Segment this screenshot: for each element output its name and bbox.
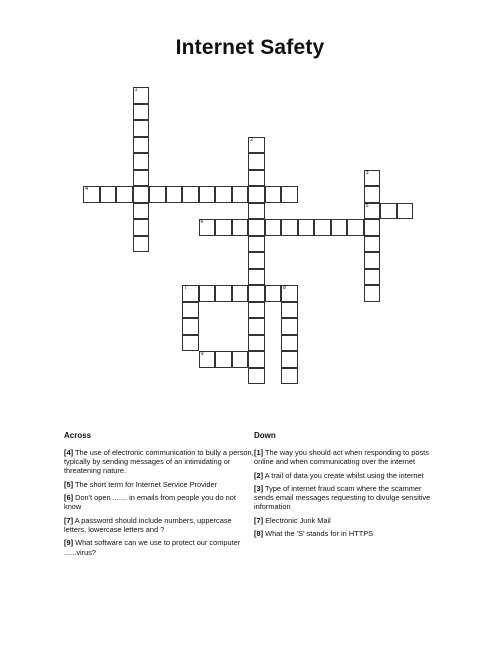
grid-cell[interactable] — [199, 351, 216, 368]
across-clue — [64, 493, 254, 511]
clue-label: [5] — [64, 479, 74, 489]
grid-cell[interactable] — [364, 252, 381, 269]
grid-cell[interactable] — [281, 368, 298, 385]
grid-cell[interactable] — [182, 302, 199, 319]
clue-text: A password should include numbers, uppercase letters, lowercase letters and ? — [64, 515, 232, 534]
grid-cell[interactable] — [265, 186, 282, 203]
grid-cell[interactable] — [149, 186, 166, 203]
grid-cell[interactable] — [248, 302, 265, 319]
grid-cell[interactable] — [199, 285, 216, 302]
grid-cell[interactable] — [248, 137, 265, 154]
down-clue — [254, 529, 436, 538]
grid-cell[interactable] — [364, 203, 381, 220]
across-clues — [64, 431, 254, 561]
grid-cell[interactable] — [248, 219, 265, 236]
grid-cell[interactable] — [215, 351, 232, 368]
grid-cell[interactable] — [281, 335, 298, 352]
grid-cell[interactable] — [116, 186, 133, 203]
grid-cell[interactable] — [281, 318, 298, 335]
grid-cell[interactable] — [133, 186, 150, 203]
grid-cell[interactable] — [133, 104, 150, 121]
grid-cell[interactable] — [331, 219, 348, 236]
across-heading: Across — [64, 431, 92, 440]
across-clue — [64, 480, 254, 489]
grid-cell[interactable] — [281, 285, 298, 302]
clue-text: Electronic Junk Mail — [263, 515, 331, 525]
clue-text: The way you should act when responding to posts online and when communicating over the internet — [254, 448, 429, 467]
grid-cell[interactable] — [364, 219, 381, 236]
grid-cell[interactable] — [248, 252, 265, 269]
grid-cell[interactable] — [265, 219, 282, 236]
grid-cell[interactable] — [199, 219, 216, 236]
clue-label: [7] — [64, 515, 74, 525]
clue-text: Type of internet fraud scam where the scammer sends email messages requesting to divulge sensitive information — [254, 483, 431, 512]
grid-cell[interactable] — [133, 153, 150, 170]
grid-cell[interactable] — [347, 219, 364, 236]
clue-label: [8] — [254, 529, 264, 539]
grid-cell[interactable] — [232, 351, 249, 368]
grid-cell[interactable] — [248, 203, 265, 220]
clue-text: The short term for Internet Service Provider — [73, 479, 218, 489]
grid-cell[interactable] — [182, 318, 199, 335]
clue-label: [6] — [64, 493, 74, 503]
grid-cell[interactable] — [133, 236, 150, 253]
grid-cell[interactable] — [248, 186, 265, 203]
clue-number: 4 — [85, 186, 89, 192]
across-clue-list — [64, 448, 254, 557]
clue-number: 7 — [184, 285, 188, 291]
grid-cell[interactable] — [281, 351, 298, 368]
clue-number: 1 — [134, 87, 138, 93]
down-heading: Down — [254, 431, 276, 440]
grid-cell[interactable] — [281, 219, 298, 236]
grid-cell[interactable] — [380, 203, 397, 220]
grid-cell[interactable] — [232, 219, 249, 236]
grid-cell[interactable] — [166, 186, 183, 203]
down-clues — [254, 431, 436, 543]
grid-cell[interactable] — [364, 285, 381, 302]
grid-cell[interactable] — [364, 236, 381, 253]
down-clue — [254, 471, 436, 480]
grid-cell[interactable] — [248, 351, 265, 368]
grid-cell[interactable] — [364, 186, 381, 203]
across-clue — [64, 448, 254, 476]
puzzle-title: Internet Safety — [175, 36, 325, 59]
clue-label: [4] — [64, 448, 74, 457]
clue-text: The use of electronic communication to bully a person, typically by sending messages of an intimidating or threatening nature. — [64, 448, 254, 476]
clue-text: What the 'S' stands for in HTTPS — [263, 529, 374, 539]
grid-cell[interactable] — [83, 186, 100, 203]
grid-cell[interactable] — [232, 186, 249, 203]
grid-cell[interactable] — [364, 269, 381, 286]
down-clue — [254, 448, 436, 466]
grid-cell[interactable] — [232, 285, 249, 302]
clue-number: 3 — [365, 169, 369, 176]
down-clue-list — [254, 448, 436, 538]
grid-cell[interactable] — [182, 335, 199, 352]
grid-cell[interactable] — [133, 170, 150, 187]
clue-number: 5 — [365, 202, 369, 209]
clue-label: [7] — [254, 515, 264, 525]
clue-number: 2 — [250, 136, 254, 143]
clue-number: 8 — [283, 285, 287, 291]
down-clue — [254, 484, 436, 512]
clue-text: A trail of data you create whilst using the internet — [263, 470, 424, 480]
grid-cell[interactable] — [397, 203, 414, 220]
grid-cell[interactable] — [248, 153, 265, 170]
clue-number: 9 — [200, 351, 204, 357]
grid-cell[interactable] — [182, 285, 199, 302]
down-clue — [254, 516, 436, 525]
grid-cell[interactable] — [248, 236, 265, 253]
clue-number: 6 — [200, 219, 204, 225]
grid-cell[interactable] — [133, 87, 150, 104]
clue-text: What software can we use to protect our computer ......virus? — [64, 538, 241, 557]
clue-label: [2] — [254, 470, 264, 480]
grid-cell[interactable] — [215, 285, 232, 302]
clue-label: [9] — [64, 538, 74, 548]
grid-cell[interactable] — [314, 219, 331, 236]
grid-cell[interactable] — [248, 285, 265, 302]
grid-cell[interactable] — [215, 219, 232, 236]
across-clue — [64, 538, 254, 556]
grid-cell[interactable] — [100, 186, 117, 203]
grid-cell[interactable] — [265, 285, 282, 302]
grid-cell[interactable] — [199, 186, 216, 203]
grid-cell[interactable] — [248, 318, 265, 335]
grid-cell[interactable] — [133, 137, 150, 154]
grid-cell[interactable] — [248, 368, 265, 385]
grid-cell[interactable] — [248, 335, 265, 352]
grid-cell[interactable] — [133, 203, 150, 220]
grid-cell[interactable] — [133, 219, 150, 236]
clue-text: Don't open ....... in emails from people you do not know — [64, 493, 236, 512]
clue-label: [3] — [254, 483, 264, 493]
grid-cell[interactable] — [182, 186, 199, 203]
across-clue — [64, 516, 254, 534]
grid-cell[interactable] — [248, 269, 265, 286]
grid-cell[interactable] — [215, 186, 232, 203]
grid-cell[interactable] — [281, 302, 298, 319]
grid-cell[interactable] — [298, 219, 315, 236]
grid-cell[interactable] — [248, 170, 265, 187]
grid-cell[interactable] — [133, 120, 150, 137]
clue-label: [1] — [254, 448, 264, 457]
grid-cell[interactable] — [364, 170, 381, 187]
grid-cell[interactable] — [281, 186, 298, 203]
